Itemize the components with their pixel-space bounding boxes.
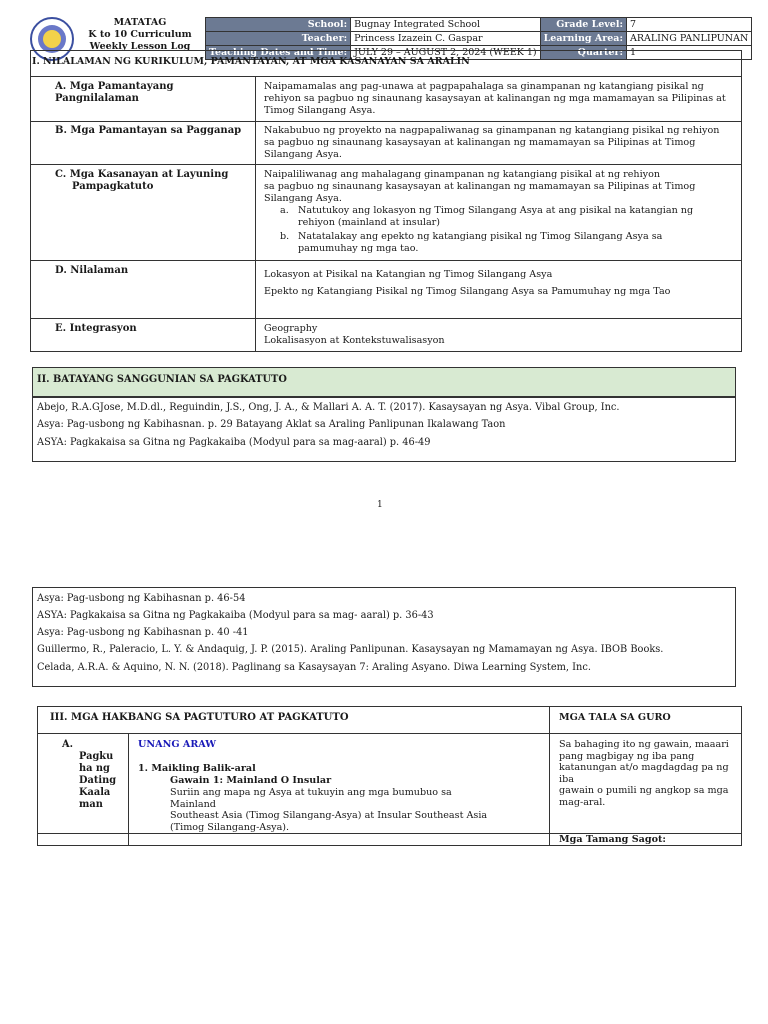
text-line: Lokalisasyon at Kontekstuwalisasyon — [264, 335, 445, 346]
answers-title: Mga Tamang Sagot: — [559, 834, 666, 845]
dates-value: JULY 29 – AUGUST 2, 2024 (WEEK 1) — [351, 46, 541, 60]
teacher-notes — [559, 739, 739, 809]
text-line: Naipamamalas ang pag-unawa at pagpapahalaga sa ginampanan ng katangiang pisikal ng — [264, 81, 704, 92]
text-line: gawain o pumili ng angkop sa mga — [559, 785, 729, 797]
step-title: 1. Maikling Balik-aral — [138, 763, 256, 774]
grade-value: 7 — [626, 18, 751, 32]
text-line: Natatalakay ang epekto ng katangiang pisikal ng Timog Silangang Asya sa — [298, 231, 663, 242]
label-a: A. Mga Pamantayang Pangnilalaman — [55, 81, 174, 104]
list-marker: b. — [280, 231, 290, 242]
header-line: K to 10 Curriculum — [88, 29, 192, 40]
content-d-1: Lokasyon at Pisikal na Katangian ng Timog Silangang Asya — [264, 269, 553, 280]
section-1-title: I. NILALAMAN NG KURIKULUM, PAMANTAYAN, AT MGA KASANAYAN SA ARALIN — [32, 56, 470, 67]
step-label — [79, 751, 116, 811]
label-line: man — [79, 799, 103, 810]
list-marker: a. — [280, 205, 289, 216]
content-a — [264, 81, 736, 117]
label-line: Pampagkatuto — [72, 181, 154, 192]
text-line: Natutukoy ang lokasyon ng Timog Silangang Asya at ang pisikal na katangian ng — [298, 205, 694, 216]
reference: ASYA: Pagkakaisa sa Gitna ng Pagkakaiba (Modyul para sa mag- aaral) p. 36-43 — [37, 610, 434, 621]
objective-b — [280, 231, 736, 257]
text-line: Nakabubuo ng proyekto na nagpapaliwanag sa ginampanan ng katangiang pisikal ng rehiyon — [264, 125, 720, 136]
day-label: UNANG ARAW — [138, 739, 217, 750]
text-line: rehiyon (mainland at insular) — [298, 217, 440, 228]
teacher-label: Teacher: — [206, 32, 351, 46]
text-line: Sa bahaging ito ng gawain, maaari — [559, 739, 729, 750]
activity-instructions — [170, 787, 495, 810]
label-b: B. Mga Pamantayan sa Pagganap — [55, 125, 242, 136]
teacher-value: Princess Izazein C. Gaspar — [351, 32, 541, 46]
text-line: mag-aral. — [559, 796, 606, 808]
reference: Asya: Pag-usbong ng Kabihasnan p. 46-54 — [37, 593, 246, 604]
section-2-header — [32, 367, 736, 397]
text-line: sa pagbuo ng sinaunang kasaysayan at kalinangan ng mamamayan sa Pilipinas at Timog — [264, 137, 696, 148]
label-line: Kaala — [79, 787, 111, 798]
text-line: katanungan at/o magdagdag pa ng — [559, 762, 729, 774]
text-line: Mainland — [170, 798, 216, 810]
quarter-label: Quarter: — [540, 46, 626, 60]
text-line: pang magbigay ng iba pang — [559, 750, 695, 762]
reference: Celada, A.R.A. & Aquino, N. N. (2018). Paglinang sa Kasaysayan 7: Araling Asyano. Diwa Learning System, Inc. — [37, 662, 591, 673]
content-c — [264, 169, 736, 205]
reference: Abejo, R.A.GJose, M.D.dl., Reguindin, J.S., Ong, J. A., & Mallari A. A. T. (2017). Kasaysayan ng Asya. Vibal Group, Inc. — [37, 402, 620, 413]
reference: Asya: Pag-usbong ng Kabihasnan p. 40 -41 — [37, 627, 249, 638]
section-3-title: III. MGA HAKBANG SA PAGTUTURO AT PAGKATUTO — [50, 712, 349, 723]
text-line: Geography — [264, 323, 318, 334]
label-d: D. Nilalaman — [55, 265, 129, 276]
label-c — [55, 169, 250, 193]
page-number: 1 — [377, 500, 383, 510]
label-e: E. Integrasyon — [55, 323, 137, 334]
label-line: Pagku — [79, 751, 114, 762]
text-line: Suriin ang mapa ng Asya at tukuyin ang mga bumubuo sa — [170, 787, 452, 798]
notes-title: MGA TALA SA GURO — [559, 712, 671, 723]
text-line: iba — [559, 773, 574, 785]
school-value: Bugnay Integrated School — [351, 18, 541, 32]
reference: Guillermo, R., Paleracio, L. Y. & Andaquig, J. P. (2015). Araling Panlipunan. Kasaysayan ng Mamamayan ng Asya. IBOB Books. — [37, 644, 664, 655]
text-line: Naipaliliwanag ang mahalagang ginampanan ng katangiang pisikal at ng rehiyon — [264, 169, 661, 180]
header-line: MATATAG — [113, 17, 167, 28]
activity-title: Gawain 1: Mainland O Insular — [170, 775, 332, 786]
text-line: Silangang Asya. — [264, 149, 342, 160]
reference: Asya: Pag-usbong ng Kabihasnan. p. 29 Batayang Aklat sa Araling Panlipunan Ikalawang Taon — [37, 419, 506, 430]
text-line: sa pagbuo ng sinaunang kasaysayan at kalinangan ng mamamayan sa Pilipinas at Timog — [264, 181, 696, 192]
text-line: pamumuhay ng mga tao. — [298, 243, 419, 254]
step-marker: A. — [62, 739, 74, 750]
section-2-title: II. BATAYANG SANGGUNIAN SA PAGKATUTO — [37, 374, 287, 385]
activity-example — [170, 810, 510, 833]
text-line: Southeast Asia (Timog Silangang-Asya) at Insular Southeast Asia — [170, 810, 488, 821]
school-label: School: — [206, 18, 351, 32]
area-label: Learning Area: — [540, 32, 626, 46]
area-value: ARALING PANLIPUNAN — [626, 32, 751, 46]
reference: ASYA: Pagkakaisa sa Gitna ng Pagkakaiba (Modyul para sa mag-aaral) p. 46-49 — [37, 437, 431, 448]
text-line: rehiyon sa pagbuo ng sinaunang kasaysayan at kalinangan ng mga mamamayan sa Pilipinas at — [264, 93, 726, 104]
content-d-2: Epekto ng Katangiang Pisikal ng Timog Silangang Asya sa Pamumuhay ng mga Tao — [264, 286, 671, 297]
label-line: Dating — [79, 775, 117, 786]
text-line: Silangang Asya. — [264, 193, 342, 204]
header-line: Weekly Lesson Log — [89, 41, 191, 52]
content-e — [264, 323, 736, 347]
quarter-value: 1 — [626, 46, 751, 60]
label-line: ha ng — [79, 763, 110, 774]
grade-label: Grade Level: — [540, 18, 626, 32]
dates-label: Teaching Dates and Time: — [206, 46, 351, 60]
label-line: C. Mga Kasanayan at Layuning — [55, 169, 229, 180]
content-b — [264, 125, 736, 161]
header-left — [74, 17, 206, 53]
objective-a — [280, 205, 736, 231]
text-line: (Timog Silangang-Asya). — [170, 821, 290, 833]
text-line: Timog Silangang Asya. — [264, 105, 376, 116]
